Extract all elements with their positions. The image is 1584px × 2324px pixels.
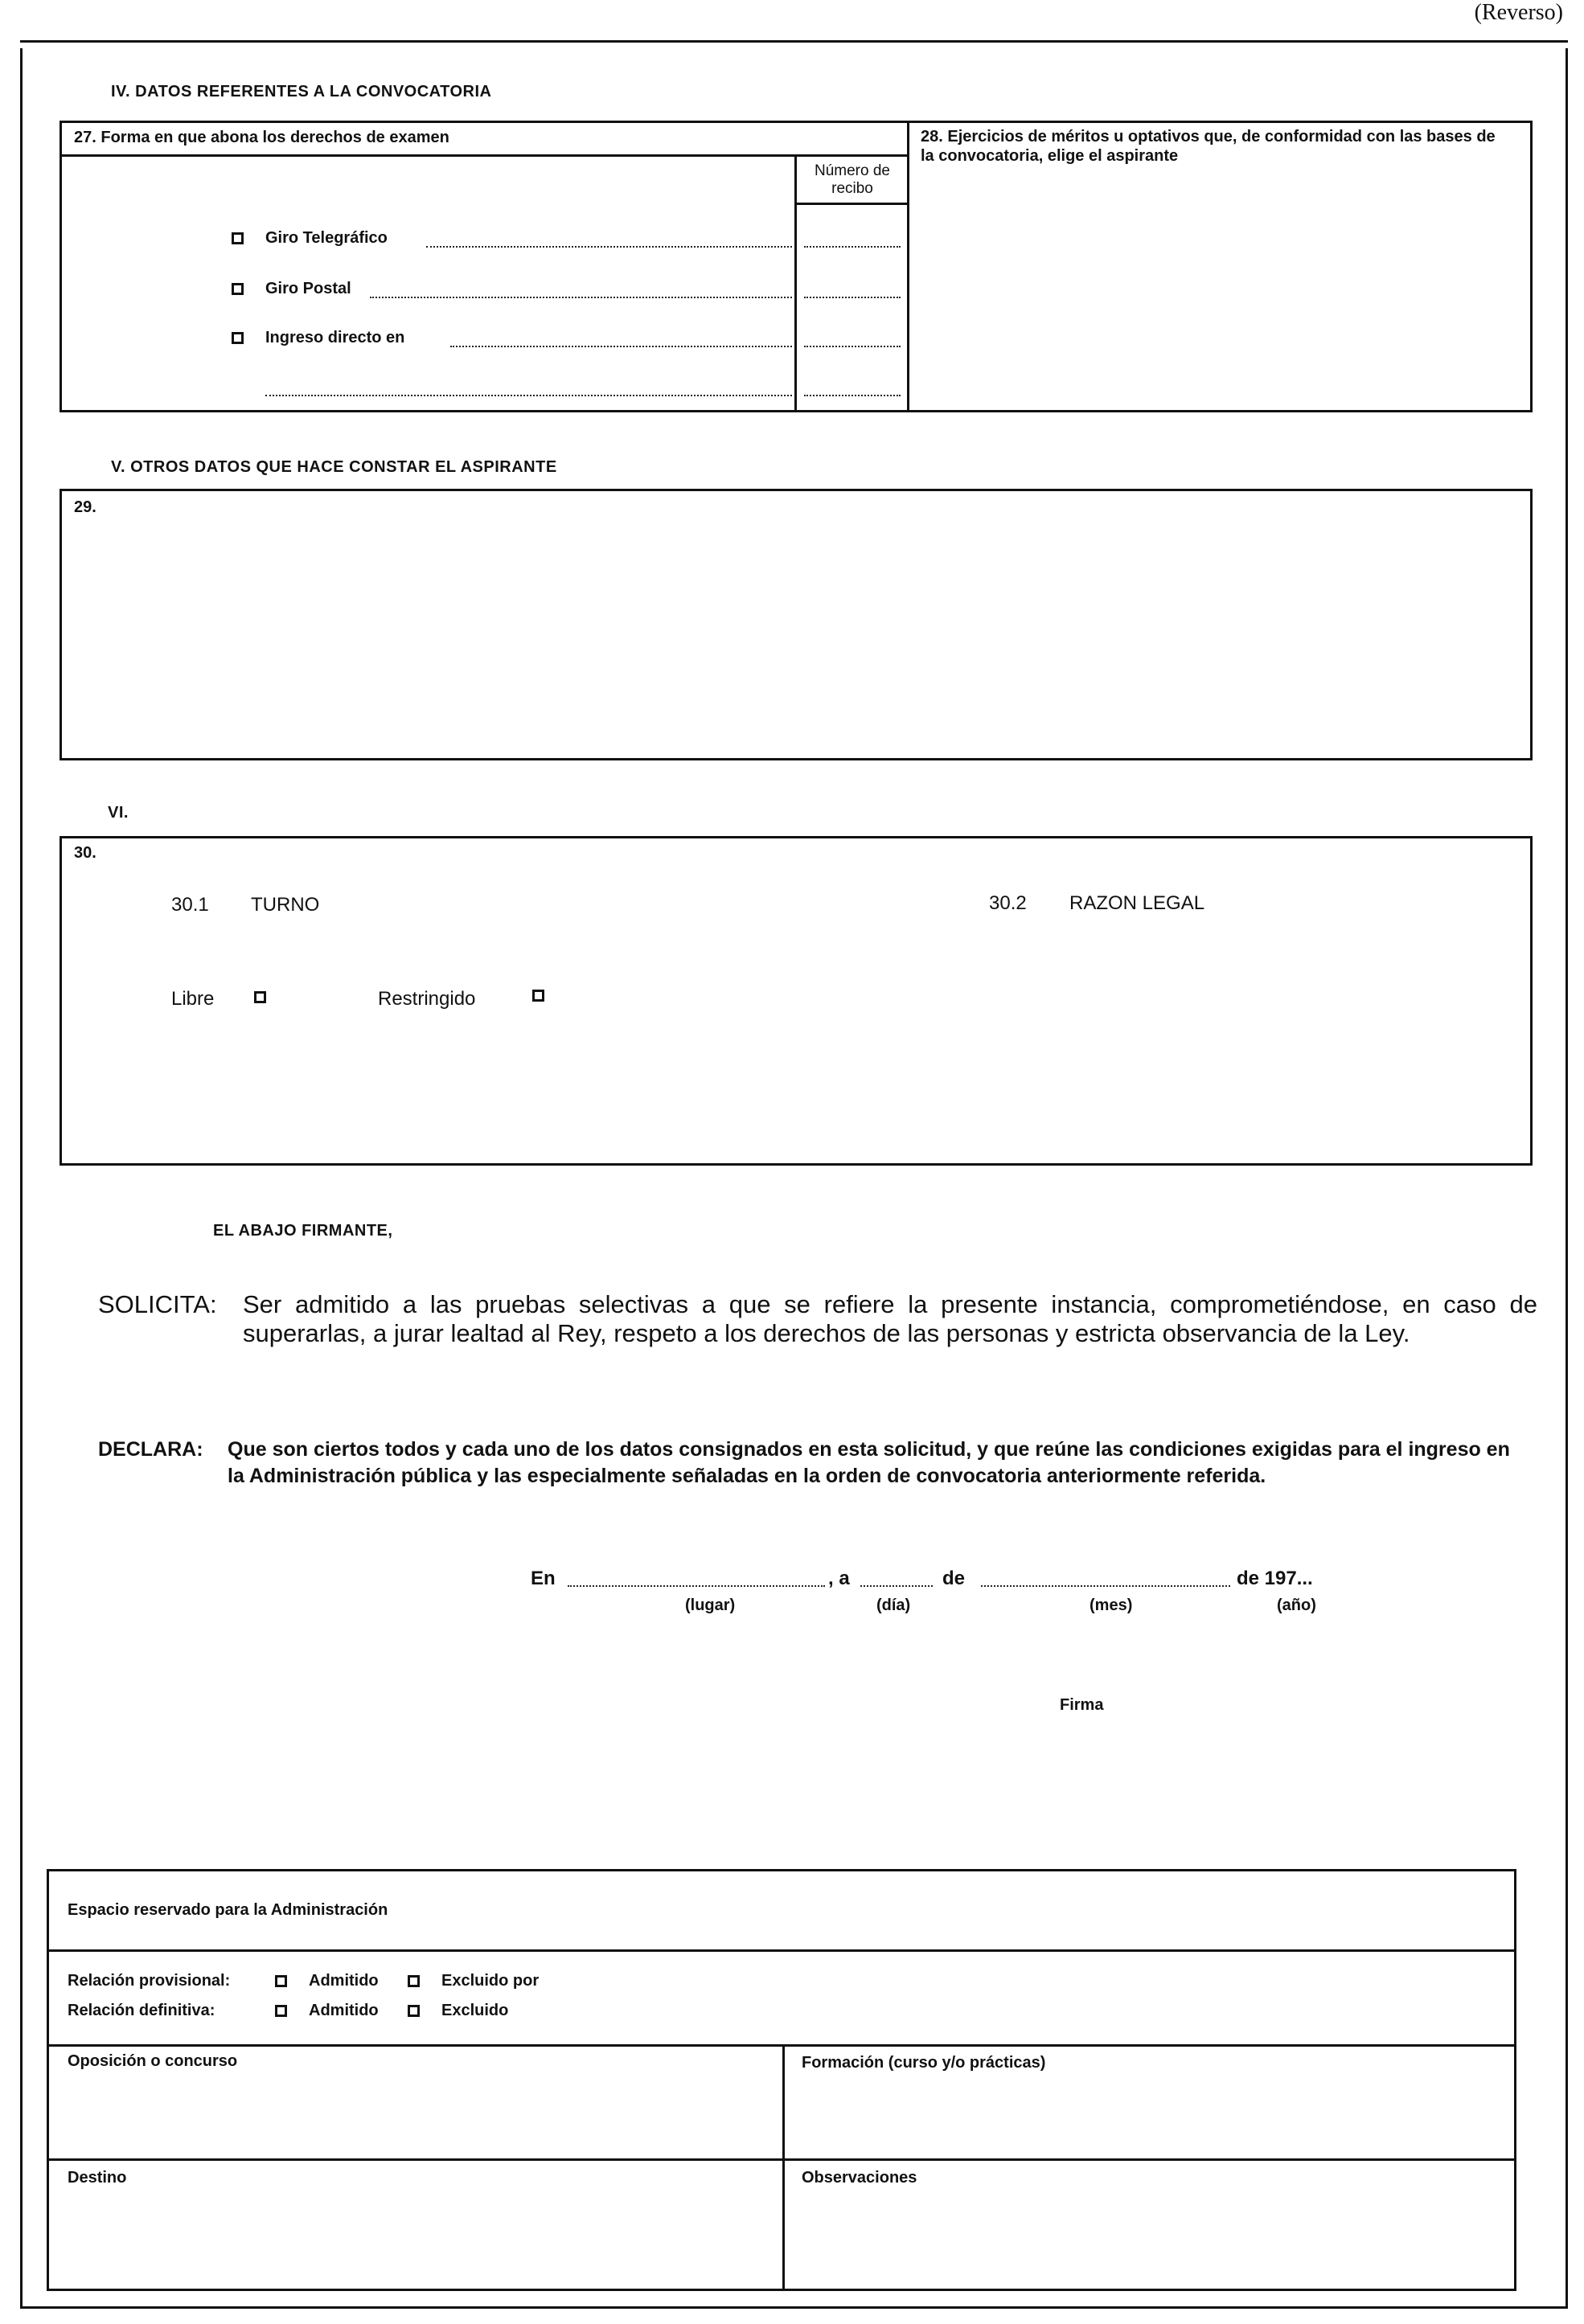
- provisional-admitido-label: Admitido: [309, 1972, 379, 1990]
- giro-telegrafico-dots: [426, 246, 792, 248]
- definitiva-excluido-checkbox[interactable]: [408, 2005, 420, 2017]
- relacion-provisional-label: Relación provisional:: [68, 1972, 231, 1990]
- receipt-header-rule: [794, 203, 907, 205]
- destino-label: Destino: [68, 2169, 127, 2187]
- giro-postal-dots: [370, 297, 792, 298]
- giro-telegrafico-label: Giro Telegráfico: [265, 229, 388, 247]
- date-de-1: de: [942, 1568, 966, 1589]
- admin-middle-rule: [47, 2158, 1516, 2161]
- observaciones-label: Observaciones: [802, 2169, 917, 2187]
- libre-checkbox[interactable]: [254, 991, 266, 1003]
- section-v-title: V. OTROS DATOS QUE HACE CONSTAR EL ASPIRANTE: [111, 458, 557, 476]
- admin-box: [47, 1869, 1516, 2291]
- provisional-admitido-checkbox[interactable]: [275, 1975, 287, 1987]
- definitiva-admitido-label: Admitido: [309, 2002, 379, 2019]
- provisional-excluido-checkbox[interactable]: [408, 1975, 420, 1987]
- field-27-header-rule: [60, 154, 909, 157]
- firma-label: Firma: [1060, 1696, 1104, 1714]
- date-dia-dots: [860, 1585, 933, 1587]
- date-lugar-caption: (lugar): [685, 1596, 736, 1614]
- top-rule: [20, 40, 1568, 43]
- section-v-box: [60, 489, 1533, 760]
- solicita-text: Ser admitido a las pruebas selectivas a que se refiere la presente instancia, comprometiéndose, en caso de superarlas, a jurar lealtad al Rey, respeto a los derechos de las personas y estricta observancia de la Ley.: [243, 1290, 1537, 1347]
- solicita-label: SOLICITA:: [98, 1290, 217, 1318]
- receipt-column-header: Número de recibo: [815, 162, 890, 197]
- razon-legal-number: 30.2: [989, 892, 1027, 914]
- receipt-2-dots: [804, 297, 901, 298]
- section-vi-box: [60, 836, 1533, 1166]
- signer-heading: EL ABAJO FIRMANTE,: [213, 1222, 393, 1240]
- field-27-label: 27. Forma en que abona los derechos de examen: [74, 129, 449, 146]
- section-iv-divider: [907, 121, 909, 412]
- giro-telegrafico-checkbox[interactable]: [232, 232, 244, 244]
- ingreso-directo-dots: [450, 346, 792, 347]
- giro-postal-checkbox[interactable]: [232, 283, 244, 295]
- declara-text: Que son ciertos todos y cada uno de los datos consignados en esta solicitud, y que reúne las condiciones exigidas para el ingreso en la Administración pública y las especialmente señaladas en la orden de convocatoria anteriormente referida.: [228, 1438, 1510, 1487]
- date-ano-caption: (año): [1277, 1596, 1316, 1614]
- razon-legal-label: RAZON LEGAL: [1069, 892, 1205, 914]
- date-mes-dots: [981, 1585, 1230, 1587]
- receipt-3-dots: [804, 346, 901, 347]
- receipt-1-dots: [804, 246, 901, 248]
- receipt-4-dots: [804, 395, 901, 396]
- formacion-label: Formación (curso y/o prácticas): [802, 2054, 1046, 2072]
- section-vi-title: VI.: [108, 804, 129, 822]
- libre-label: Libre: [171, 988, 215, 1010]
- date-a: , a: [828, 1568, 850, 1589]
- giro-postal-label: Giro Postal: [265, 280, 351, 297]
- extra-line-dots: [265, 395, 792, 396]
- admin-title-rule: [47, 1949, 1516, 1952]
- ingreso-directo-label: Ingreso directo en: [265, 329, 405, 346]
- section-iv-title: IV. DATOS REFERENTES A LA CONVOCATORIA: [111, 83, 492, 100]
- admin-relacion-rule: [47, 2044, 1516, 2047]
- relacion-definitiva-label: Relación definitiva:: [68, 2002, 215, 2019]
- date-lugar-dots: [568, 1585, 825, 1587]
- date-en: En: [531, 1568, 556, 1589]
- field-28-label: 28. Ejercicios de méritos u optativos que, de conformidad con las bases de la convocatoria, elige el aspirante: [921, 128, 1496, 165]
- turno-number: 30.1: [171, 894, 209, 916]
- definitiva-excluido-label: Excluido: [441, 2002, 509, 2019]
- provisional-excluido-label: Excluido por: [441, 1972, 540, 1990]
- date-de-2: de 197...: [1237, 1568, 1313, 1589]
- admin-title: Espacio reservado para la Administración: [68, 1901, 388, 1919]
- oposicion-label: Oposición o concurso: [68, 2052, 238, 2070]
- admin-column-divider: [782, 2044, 785, 2291]
- restringido-label: Restringido: [378, 988, 476, 1010]
- date-mes-caption: (mes): [1090, 1596, 1133, 1614]
- ingreso-directo-checkbox[interactable]: [232, 332, 244, 344]
- field-29-label: 29.: [74, 498, 96, 516]
- restringido-checkbox[interactable]: [532, 990, 544, 1002]
- page-side-label: (Reverso): [1474, 0, 1563, 25]
- receipt-column-left: [794, 154, 797, 412]
- date-dia-caption: (día): [876, 1596, 911, 1614]
- definitiva-admitido-checkbox[interactable]: [275, 2005, 287, 2017]
- declara-label: DECLARA:: [98, 1438, 203, 1461]
- field-30-label: 30.: [74, 844, 96, 862]
- turno-label: TURNO: [251, 894, 320, 916]
